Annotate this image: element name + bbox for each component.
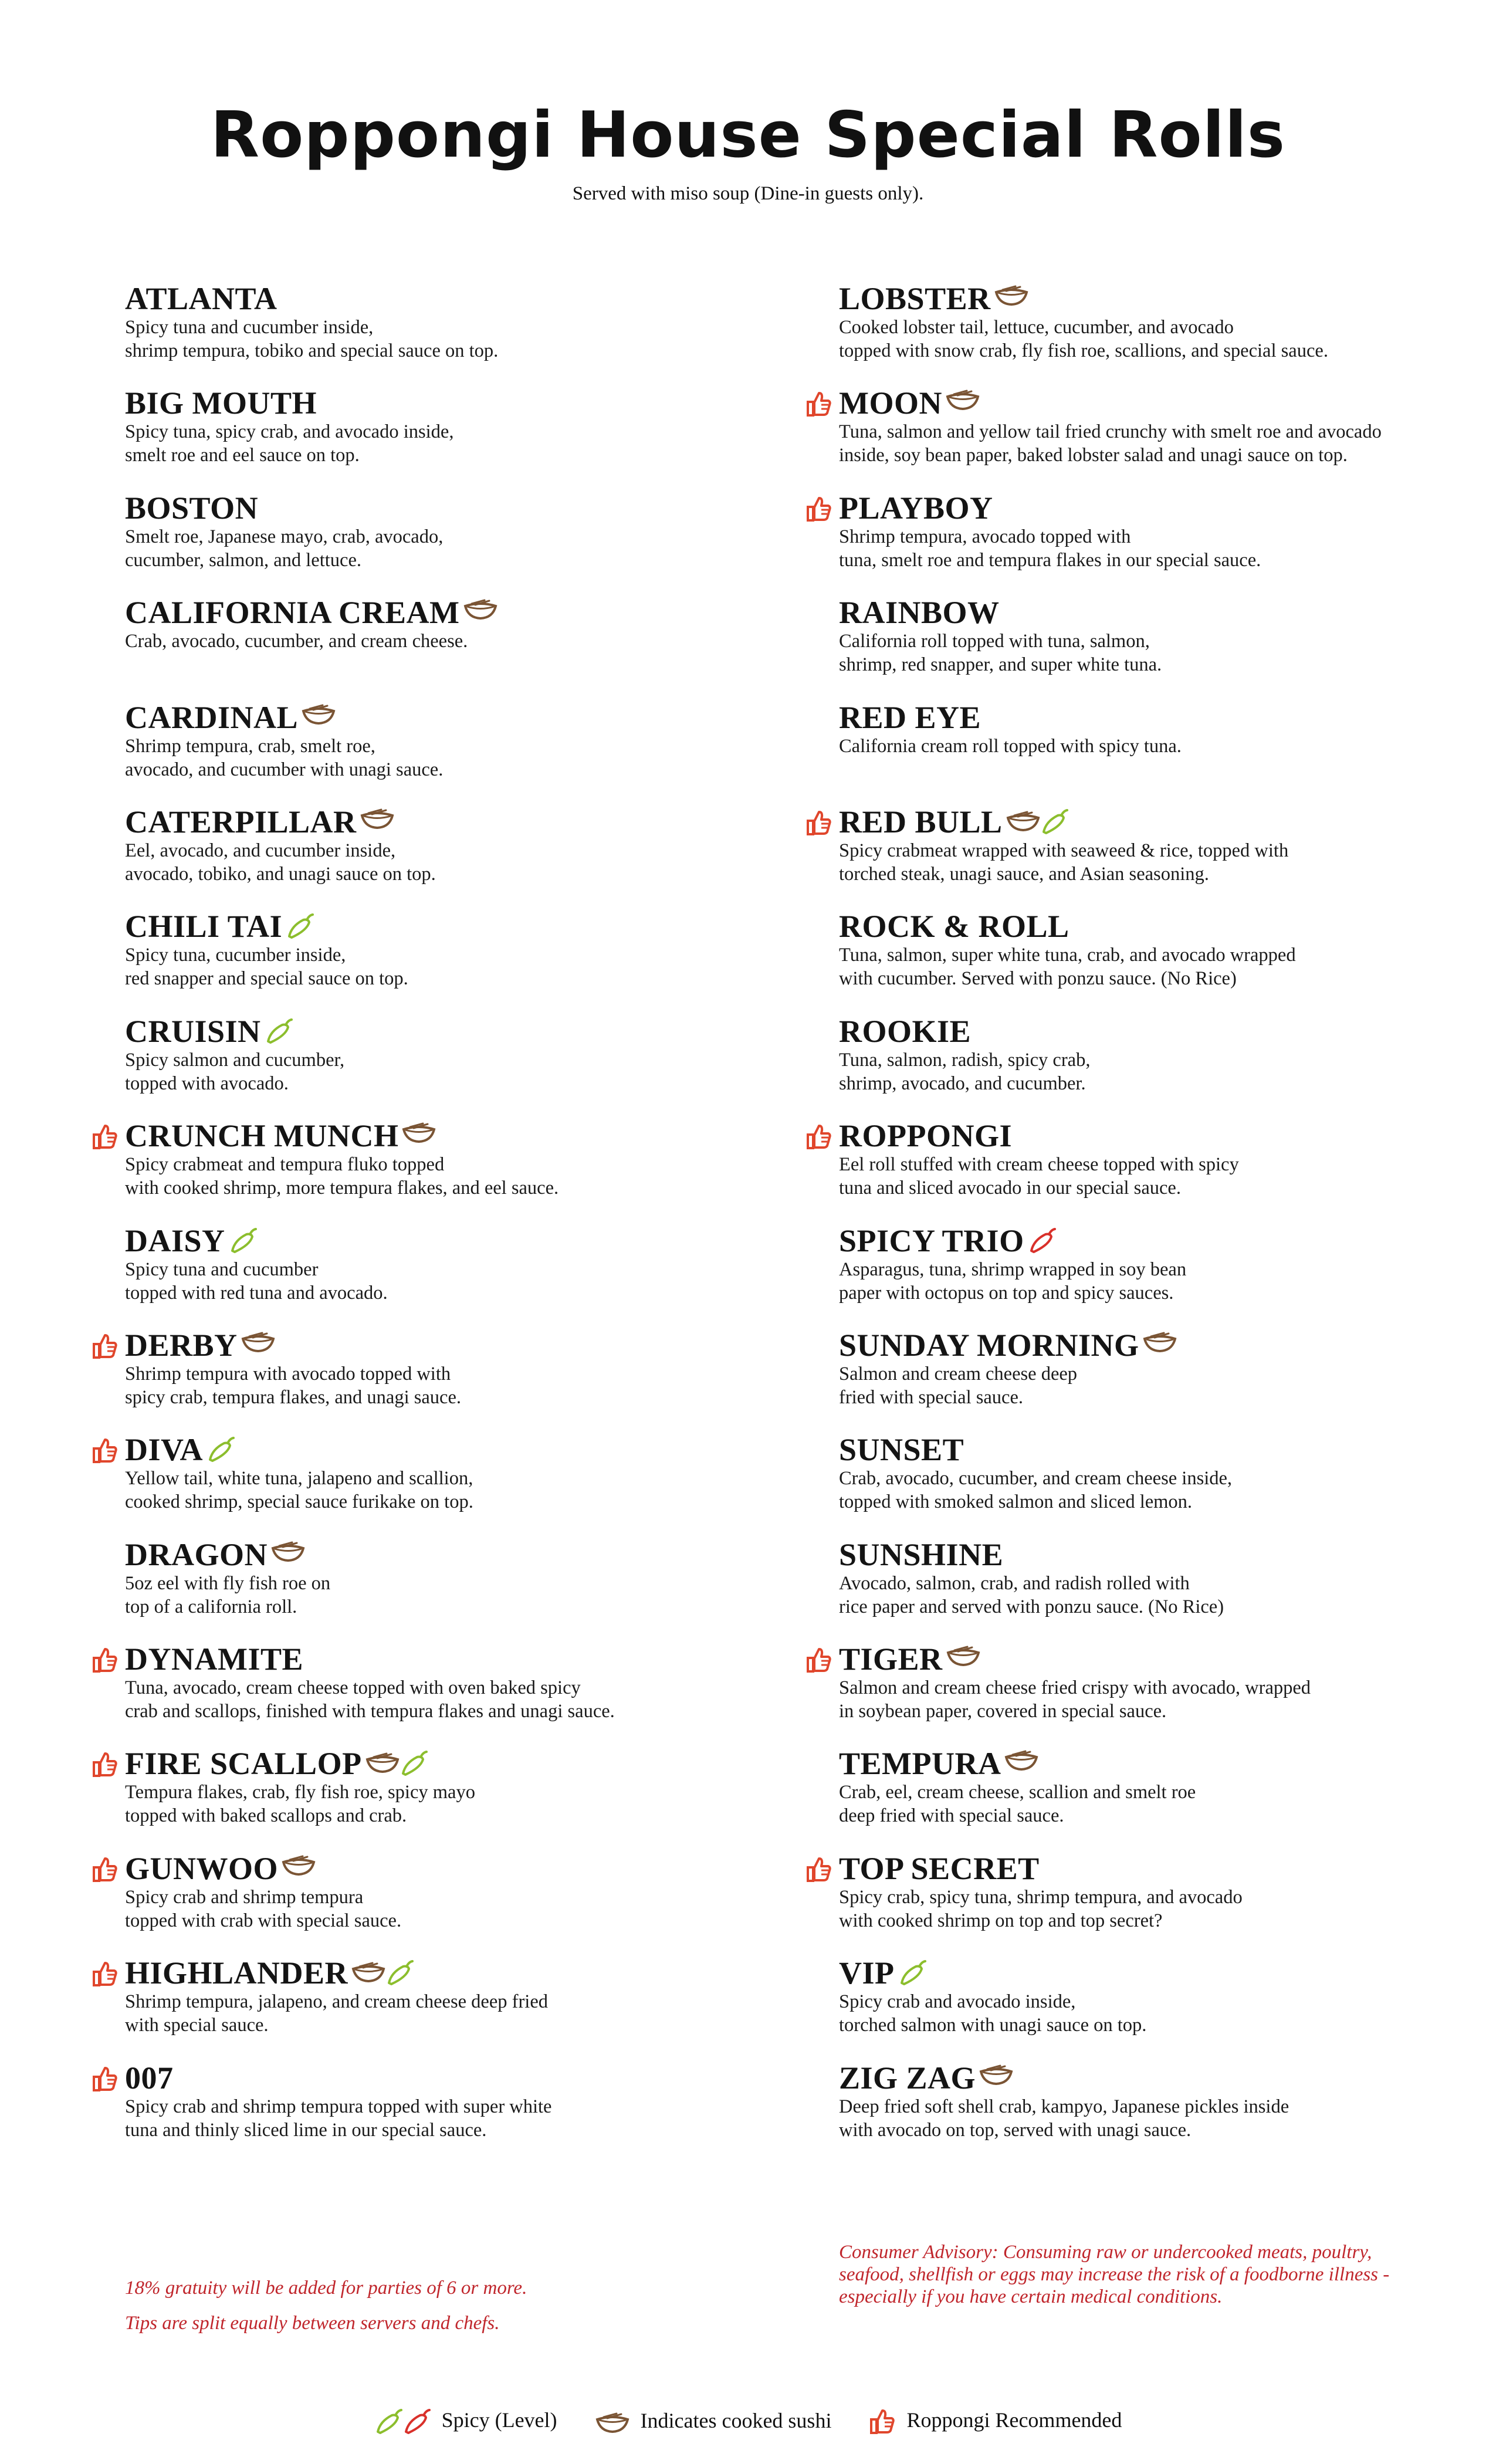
menu-item-name: TIGER — [839, 1641, 943, 1677]
menu-item-description: Spicy salmon and cucumber, — [125, 1049, 345, 1071]
menu-item-description: torched steak, unagi sauce, and Asian seasoning. — [839, 863, 1209, 885]
menu-item-description: paper with octopus on top and spicy sauces. — [839, 1282, 1174, 1304]
menu-item-header — [839, 1327, 1461, 1363]
thumbs-up-icon — [806, 1647, 832, 1673]
menu-item-description: Spicy tuna and cucumber — [125, 1258, 319, 1280]
thumbs-up-icon — [92, 1961, 118, 1986]
thumbs-up-icon — [92, 1437, 118, 1463]
pepper-icon — [400, 1750, 428, 1776]
menu-item-name: DERBY — [125, 1327, 238, 1363]
menu-item-description: California roll topped with tuna, salmon, — [839, 631, 1150, 652]
menu-item-name: CALIFORNIA CREAM — [125, 595, 460, 631]
menu-item-name: DIVA — [125, 1432, 204, 1468]
menu-item — [125, 804, 747, 908]
menu-item-description: Spicy crabmeat and tempura fluko topped — [125, 1154, 445, 1176]
menu-item-name: RED BULL — [839, 804, 1003, 840]
menu-item — [839, 1327, 1461, 1431]
legend-spicy-label: Spicy (Level) — [441, 2408, 557, 2432]
menu-item-description: topped with crab with special sauce. — [125, 1910, 402, 1931]
menu-item — [125, 1013, 747, 1118]
menu-item-header — [839, 1536, 1461, 1573]
menu-item — [125, 490, 747, 594]
left-menu-column — [125, 280, 747, 2164]
menu-item-description: Eel, avocado, and cucumber inside, — [125, 840, 396, 861]
menu-item-description: topped with snow crab, fly fish roe, scallions, and special sauce. — [839, 340, 1328, 361]
menu-item-icons — [994, 280, 1028, 317]
legend — [0, 2405, 1496, 2434]
thumbs-up-icon — [92, 1333, 118, 1359]
thumbs-up-icon — [92, 2066, 118, 2091]
thumbs-up-icon — [806, 496, 832, 522]
menu-item-icons — [229, 1223, 257, 1259]
menu-item-description: Salmon and cream cheese fried crispy with avocado, wrapped — [839, 1677, 1311, 1699]
pepper-icon — [265, 1018, 293, 1044]
menu-item — [125, 908, 747, 1013]
menu-item-header — [125, 490, 747, 526]
menu-item-icons — [1004, 1745, 1038, 1782]
menu-item-description: Asparagus, tuna, shrimp wrapped in soy bean — [839, 1258, 1187, 1280]
thumbs-up-icon — [806, 391, 832, 417]
menu-item-name: DYNAMITE — [125, 1641, 304, 1677]
menu-item — [125, 280, 747, 385]
menu-item-header — [839, 1745, 1461, 1782]
thumbs-up-icon — [869, 2407, 895, 2431]
menu-item-icons — [265, 1013, 293, 1050]
menu-item-icons — [282, 1850, 316, 1887]
thumbs-up-icon — [806, 1856, 832, 1882]
tips-note: Tips are split equally between servers and chefs. — [125, 2313, 500, 2334]
menu-item-description: Spicy tuna, cucumber inside, — [125, 945, 346, 966]
menu-item-description: topped with avocado. — [125, 1072, 289, 1094]
menu-item-description: tuna, smelt roe and tempura flakes in our special sauce. — [839, 549, 1261, 571]
menu-item-description: topped with smoked salmon and sliced lemon. — [839, 1491, 1193, 1513]
thumbs-up-icon — [92, 1333, 118, 1359]
menu-item-header — [839, 280, 1461, 317]
bowl-icon — [241, 1332, 275, 1353]
thumbs-up-icon — [806, 1856, 832, 1882]
menu-item-description: Spicy crab and shrimp tempura topped with super white — [125, 2096, 552, 2117]
menu-item-header — [125, 1955, 747, 1991]
menu-item-header — [839, 699, 1461, 736]
menu-item-name: ATLANTA — [125, 281, 277, 316]
thumbs-up-icon — [806, 496, 832, 522]
legend-spicy — [374, 2406, 557, 2434]
menu-item-icons — [365, 1745, 428, 1782]
menu-item-icons — [979, 2060, 1013, 2096]
menu-item-header — [839, 385, 1461, 421]
menu-item-name: SPICY TRIO — [839, 1223, 1024, 1258]
menu-item-name: DAISY — [125, 1223, 225, 1258]
menu-item — [839, 699, 1461, 804]
menu-item-description: with cucumber. Served with ponzu sauce. (No Rice) — [839, 968, 1237, 990]
menu-item-header — [125, 1641, 747, 1677]
pepper-icon — [374, 2407, 431, 2431]
menu-item — [839, 280, 1461, 385]
menu-item-name: MOON — [839, 385, 942, 421]
menu-item — [125, 1955, 747, 2059]
menu-item-header — [839, 490, 1461, 526]
menu-item-header — [839, 1223, 1461, 1259]
menu-item-description: Spicy tuna and cucumber inside, — [125, 317, 374, 338]
menu-item-description: with avocado on top, served with unagi sauce. — [839, 2119, 1192, 2141]
menu-item-description: Cooked lobster tail, lettuce, cucumber, and avocado — [839, 317, 1234, 338]
menu-item-description: deep fried with special sauce. — [839, 1805, 1064, 1827]
legend-recommended-label: Roppongi Recommended — [906, 2408, 1122, 2432]
menu-item-header — [125, 280, 747, 317]
thumbs-up-icon — [806, 1123, 832, 1149]
menu-item-header — [839, 1118, 1461, 1154]
menu-item-description: Shrimp tempura, avocado topped with — [839, 526, 1131, 547]
menu-item-name: 007 — [125, 2060, 174, 2096]
bowl-icon — [946, 390, 980, 411]
menu-item-icons — [241, 1327, 275, 1363]
menu-item-description: fried with special sauce. — [839, 1386, 1024, 1408]
menu-item-icons — [351, 1955, 414, 1991]
menu-item — [125, 699, 747, 804]
menu-item-description: topped with baked scallops and crab. — [125, 1805, 407, 1827]
bowl-icon — [946, 1646, 980, 1667]
menu-item-name: SUNDAY MORNING — [839, 1327, 1139, 1363]
gratuity-note: 18% gratuity will be added for parties of 6 or more. — [125, 2277, 527, 2299]
menu-item-description: Tuna, salmon and yellow tail fried crunchy with smelt roe and avocado — [839, 421, 1382, 443]
menu-item-description: Shrimp tempura with avocado topped with — [125, 1363, 451, 1385]
menu-item-header — [839, 1955, 1461, 1991]
thumbs-up-icon — [806, 391, 832, 417]
menu-item-name: CRUNCH MUNCH — [125, 1118, 399, 1154]
menu-item-description: Spicy tuna, spicy crab, and avocado inside, — [125, 421, 454, 443]
menu-item-header — [839, 1850, 1461, 1887]
menu-item-name: RED EYE — [839, 699, 981, 735]
menu-item-description: Deep fried soft shell crab, kampyo, Japanese pickles inside — [839, 2096, 1289, 2117]
menu-item-header — [839, 1013, 1461, 1050]
menu-item-header — [125, 1431, 747, 1468]
legend-recommended — [869, 2406, 1122, 2434]
menu-item-header — [839, 1641, 1461, 1677]
menu-item-header — [125, 804, 747, 840]
menu-item — [125, 1118, 747, 1222]
menu-item — [125, 1536, 747, 1641]
menu-item-description: red snapper and special sauce on top. — [125, 968, 408, 990]
menu-item-icons — [463, 594, 497, 631]
menu-item-icons — [360, 804, 394, 840]
menu-item-name: DRAGON — [125, 1536, 268, 1572]
menu-item-description: 5oz eel with fly fish roe on — [125, 1572, 331, 1594]
thumbs-up-icon — [806, 1123, 832, 1149]
menu-item-header — [839, 594, 1461, 631]
menu-item-description: Shrimp tempura, jalapeno, and cream cheese deep fried — [125, 1991, 548, 2013]
consumer-advisory: Consumer Advisory: Consuming raw or undercooked meats, poultry, seafood, shellfish or eggs may increase the risk of a foodborne illness - especially if you have certain medical conditions. — [839, 2242, 1390, 2307]
menu-item-name: ROPPONGI — [839, 1118, 1012, 1154]
pepper-icon — [1028, 1227, 1056, 1253]
bowl-icon — [1004, 1750, 1038, 1771]
menu-item-header — [839, 908, 1461, 945]
menu-item-header — [125, 594, 747, 631]
menu-item-icons — [1006, 804, 1068, 840]
menu-item-description: in soybean paper, covered in special sauce. — [839, 1701, 1167, 1722]
menu-item — [125, 1745, 747, 1850]
bowl-icon — [1143, 1332, 1177, 1353]
thumbs-up-icon — [92, 1751, 118, 1777]
menu-item-description: cucumber, salmon, and lettuce. — [125, 549, 361, 571]
menu-item — [839, 1118, 1461, 1222]
menu-item-icons — [302, 699, 336, 736]
menu-item-description: topped with red tuna and avocado. — [125, 1282, 388, 1304]
legend-cooked-label: Indicates cooked sushi — [640, 2409, 832, 2433]
menu-item-name: SUNSHINE — [839, 1536, 1004, 1572]
menu-item-description: Tempura flakes, crab, fly fish roe, spicy mayo — [125, 1782, 475, 1803]
menu-item-header — [125, 1850, 747, 1887]
page-title: Roppongi House Special Rolls — [210, 99, 1286, 172]
menu-item — [839, 490, 1461, 594]
menu-item — [839, 1745, 1461, 1850]
menu-item-description: Smelt roe, Japanese mayo, crab, avocado, — [125, 526, 444, 547]
menu-item-header — [125, 699, 747, 736]
pepper-icon — [898, 1959, 926, 1985]
menu-item — [839, 1223, 1461, 1327]
menu-item-name: SUNSET — [839, 1432, 964, 1468]
menu-item — [125, 594, 747, 699]
menu-item-header — [125, 1745, 747, 1782]
bowl-icon — [463, 599, 497, 620]
thumbs-up-icon — [92, 1856, 118, 1882]
menu-item-header — [125, 1327, 747, 1363]
menu-item — [839, 1431, 1461, 1536]
menu-item-header — [125, 908, 747, 945]
menu-item-description: shrimp tempura, tobiko and special sauce on top. — [125, 340, 499, 361]
menu-item-name: CATERPILLAR — [125, 804, 357, 840]
menu-item — [125, 1641, 747, 1745]
menu-item-description: Eel roll stuffed with cream cheese topped with spicy — [839, 1154, 1239, 1176]
menu-item-description: with cooked shrimp on top and top secret? — [839, 1910, 1163, 1931]
menu-item-description: rice paper and served with ponzu sauce. (No Rice) — [839, 1596, 1224, 1617]
menu-item — [839, 804, 1461, 908]
thumbs-up-icon — [92, 1437, 118, 1463]
menu-item-name: ROOKIE — [839, 1013, 972, 1049]
menu-item-description: Avocado, salmon, crab, and radish rolled with — [839, 1572, 1190, 1594]
menu-item-header — [125, 1013, 747, 1050]
menu-item-name: TEMPURA — [839, 1746, 1001, 1782]
menu-item — [839, 908, 1461, 1013]
menu-item-icons — [402, 1118, 436, 1154]
menu-item — [125, 1223, 747, 1327]
pepper-icon — [402, 2408, 431, 2434]
thumbs-up-icon — [869, 2408, 895, 2434]
bowl-icon — [282, 1855, 316, 1876]
menu-item-description: tuna and thinly sliced lime in our special sauce. — [125, 2119, 487, 2141]
menu-item-header — [125, 1536, 747, 1573]
pepper-icon — [385, 1959, 414, 1985]
menu-item-description: Spicy crabmeat wrapped with seaweed & rice, topped with — [839, 840, 1289, 861]
menu-item-description: Tuna, avocado, cream cheese topped with oven baked spicy — [125, 1677, 581, 1699]
bowl-icon — [402, 1122, 436, 1143]
menu-item-description: Spicy crab and avocado inside, — [839, 1991, 1076, 2013]
menu-item-description: Spicy crab, spicy tuna, shrimp tempura, and avocado — [839, 1886, 1243, 1908]
thumbs-up-icon — [92, 1961, 118, 1986]
gratuity-notes — [125, 2270, 770, 2341]
menu-item-description: shrimp, avocado, and cucumber. — [839, 1072, 1086, 1094]
menu-item — [125, 1327, 747, 1431]
menu-item-icons — [207, 1431, 235, 1468]
menu-item-description: Yellow tail, white tuna, jalapeno and scallion, — [125, 1468, 473, 1490]
menu-item-description: with special sauce. — [125, 2015, 269, 2036]
bowl-icon — [360, 808, 394, 830]
menu-item-description: Tuna, salmon, super white tuna, crab, and avocado wrapped — [839, 945, 1296, 966]
right-menu-column — [839, 280, 1461, 2164]
menu-item — [839, 594, 1461, 699]
menu-item-name: CHILI TAI — [125, 909, 283, 945]
pepper-icon — [374, 2408, 402, 2434]
menu-item-description: cooked shrimp, special sauce furikake on top. — [125, 1491, 473, 1513]
menu-item-description: tuna and sliced avocado in our special sauce. — [839, 1177, 1181, 1199]
menu-item-description: Spicy crab and shrimp tempura — [125, 1886, 364, 1908]
menu-item-description: with cooked shrimp, more tempura flakes, and eel sauce. — [125, 1177, 559, 1199]
menu-item-header — [125, 385, 747, 421]
menu-item-description: Salmon and cream cheese deep — [839, 1363, 1078, 1385]
menu-item-header — [125, 2060, 747, 2096]
menu-item-name: TOP SECRET — [839, 1850, 1040, 1886]
menu-item — [125, 385, 747, 489]
menu-item-name: FIRE SCALLOP — [125, 1746, 362, 1782]
menu-item-icons — [898, 1955, 926, 1991]
menu-item — [839, 1641, 1461, 1745]
menu-item-description: inside, soy bean paper, baked lobster salad and unagi sauce on top. — [839, 445, 1348, 466]
menu-item-header — [125, 1223, 747, 1259]
menu-item-description: avocado, and cucumber with unagi sauce. — [125, 759, 444, 780]
bowl-icon — [365, 1752, 400, 1773]
menu-item-description: Crab, avocado, cucumber, and cream cheese. — [125, 631, 468, 652]
menu-item — [125, 1850, 747, 1955]
thumbs-up-icon — [92, 2066, 118, 2091]
pepper-icon — [229, 1227, 257, 1253]
menu-item-icons — [946, 1641, 980, 1677]
thumbs-up-icon — [92, 1123, 118, 1149]
menu-item-name: CRUISIN — [125, 1013, 261, 1049]
menu-item-description: shrimp, red snapper, and super white tuna. — [839, 654, 1162, 676]
menu-item-name: PLAYBOY — [839, 490, 993, 526]
thumbs-up-icon — [92, 1856, 118, 1882]
menu-item-icons — [1028, 1223, 1056, 1259]
menu-item — [839, 1013, 1461, 1118]
menu-item — [125, 1431, 747, 1536]
menu-item-name: BOSTON — [125, 490, 259, 526]
bowl-icon — [351, 1962, 385, 1983]
pepper-icon — [207, 1436, 235, 1462]
menu-item-description: California cream roll topped with spicy tuna. — [839, 735, 1182, 757]
menu-item-header — [125, 1118, 747, 1154]
menu-item-description: torched salmon with unagi sauce on top. — [839, 2015, 1147, 2036]
menu-item-name: HIGHLANDER — [125, 1955, 348, 1991]
page-subtitle: Served with miso soup (Dine-in guests only). — [572, 183, 924, 204]
menu-item — [839, 1850, 1461, 1955]
menu-item-header — [839, 2060, 1461, 2096]
menu-item-description: top of a california roll. — [125, 1596, 297, 1617]
menu-item-name: BIG MOUTH — [125, 385, 317, 421]
bowl-icon — [302, 704, 336, 725]
thumbs-up-icon — [92, 1751, 118, 1777]
menu-item-description: smelt roe and eel sauce on top. — [125, 445, 360, 466]
bowl-icon — [1006, 811, 1040, 832]
menu-item-name: GUNWOO — [125, 1850, 279, 1886]
menu-item-description: avocado, tobiko, and unagi sauce on top. — [125, 863, 436, 885]
bowl-icon — [271, 1541, 305, 1562]
menu-item-name: LOBSTER — [839, 281, 991, 316]
legend-cooked — [595, 2407, 832, 2433]
pepper-icon — [286, 913, 314, 939]
menu-item — [125, 2060, 747, 2164]
menu-item-name: ROCK & ROLL — [839, 909, 1069, 945]
menu-item-name: VIP — [839, 1955, 895, 1991]
thumbs-up-icon — [92, 1647, 118, 1673]
menu-item-name: RAINBOW — [839, 595, 1000, 631]
bowl-icon — [595, 2412, 629, 2433]
thumbs-up-icon — [806, 1647, 832, 1673]
menu-item-icons — [1143, 1327, 1177, 1363]
bowl-icon — [994, 285, 1028, 306]
bowl-icon — [979, 2064, 1013, 2086]
pepper-icon — [1040, 808, 1068, 834]
menu-item-description: Crab, eel, cream cheese, scallion and smelt roe — [839, 1782, 1196, 1803]
bowl-icon — [595, 2409, 629, 2432]
menu-item-icons — [271, 1536, 305, 1573]
thumbs-up-icon — [92, 1647, 118, 1673]
menu-item-description: crab and scallops, finished with tempura flakes and unagi sauce. — [125, 1701, 615, 1722]
menu-item-description: Shrimp tempura, crab, smelt roe, — [125, 735, 375, 757]
menu-item — [839, 1955, 1461, 2059]
menu-item — [839, 1536, 1461, 1641]
menu-item-icons — [286, 908, 314, 945]
menu-item-description: Tuna, salmon, radish, spicy crab, — [839, 1049, 1091, 1071]
menu-item-icons — [946, 385, 980, 421]
menu-item-name: CARDINAL — [125, 699, 299, 735]
menu-item — [839, 2060, 1461, 2164]
thumbs-up-icon — [806, 810, 832, 835]
menu-item-header — [839, 1431, 1461, 1468]
menu-item — [839, 385, 1461, 489]
menu-item-description: Crab, avocado, cucumber, and cream cheese inside, — [839, 1468, 1233, 1490]
menu-item-name: ZIG ZAG — [839, 2060, 976, 2096]
thumbs-up-icon — [92, 1123, 118, 1149]
menu-item-description: spicy crab, tempura flakes, and unagi sauce. — [125, 1386, 462, 1408]
menu-item-header — [839, 804, 1461, 840]
thumbs-up-icon — [806, 810, 832, 835]
